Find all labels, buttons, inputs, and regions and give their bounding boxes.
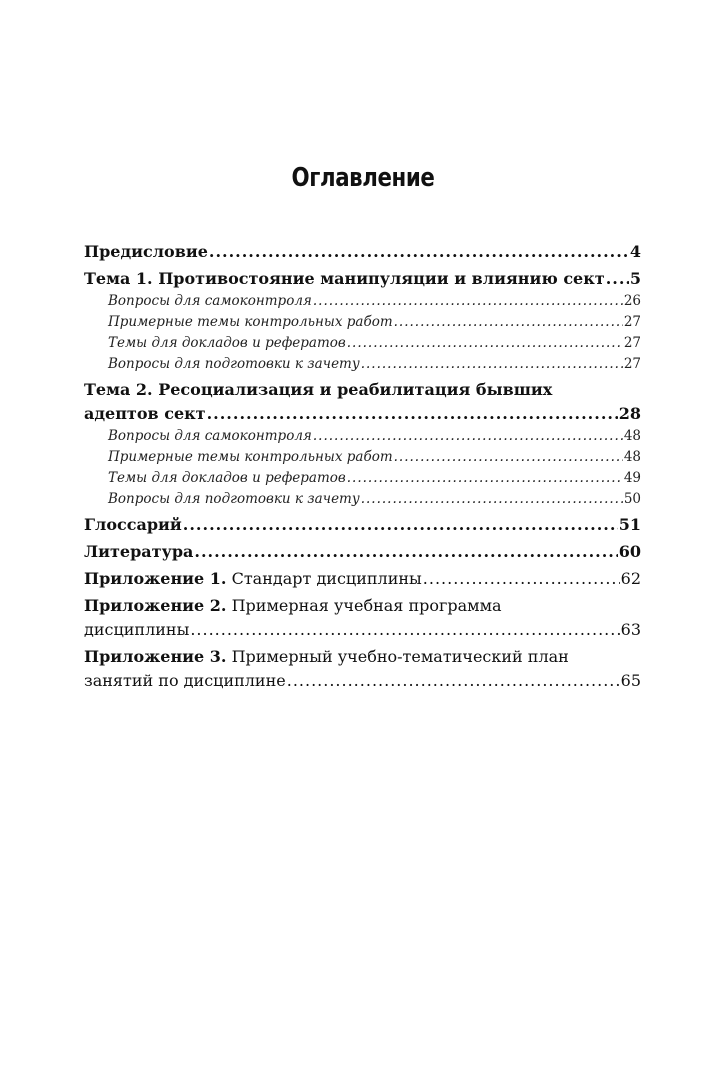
toc-entry-page: 63 xyxy=(620,620,641,639)
toc-subentry-page: 27 xyxy=(623,314,641,330)
toc-entry-appendix2[interactable] xyxy=(84,594,641,642)
toc-subentry[interactable] xyxy=(84,447,641,468)
page-title: Оглавление xyxy=(291,163,435,193)
toc-subentry-page: 48 xyxy=(623,428,641,444)
dot-leader xyxy=(361,489,623,510)
toc-entry-label-line1 xyxy=(84,645,641,669)
toc-subentry[interactable] xyxy=(84,354,641,375)
appendix-label: Примерный учебно-тематический план xyxy=(231,647,569,666)
toc-subentry-page: 26 xyxy=(623,293,641,309)
toc-entry-page: 60 xyxy=(618,542,641,561)
toc-entry-label: Глоссарий xyxy=(84,515,182,534)
toc-subentry[interactable] xyxy=(84,468,641,489)
toc-subentry-label: Вопросы для подготовки к зачету xyxy=(108,491,360,507)
dot-leader xyxy=(394,447,623,468)
toc-entry-page: 65 xyxy=(620,671,641,690)
dot-leader xyxy=(194,540,617,564)
toc-subentry-page: 49 xyxy=(623,470,641,486)
dot-leader xyxy=(361,354,623,375)
dot-leader xyxy=(190,618,619,642)
toc-entry-page: 4 xyxy=(629,242,641,261)
dot-leader xyxy=(347,468,623,489)
dot-leader xyxy=(606,267,629,291)
toc-entry-page: 51 xyxy=(618,515,641,534)
toc-subentry-label: Вопросы для подготовки к зачету xyxy=(108,356,360,372)
dot-leader xyxy=(183,513,618,537)
toc-entry-preface[interactable] xyxy=(84,240,641,264)
toc-entry-label-line1 xyxy=(84,594,641,618)
toc-entry-page: 5 xyxy=(629,269,641,288)
toc-entry-label-wrap xyxy=(84,567,422,591)
toc-subentry-label: Вопросы для самоконтроля xyxy=(108,428,312,444)
dot-leader xyxy=(423,567,620,591)
toc-subentry-page: 27 xyxy=(623,356,641,372)
table-of-contents xyxy=(84,240,641,693)
toc-subentry-page: 27 xyxy=(623,335,641,351)
toc-entry-page: 28 xyxy=(618,404,641,423)
toc-subentry[interactable] xyxy=(84,333,641,354)
toc-entry-label: Тема 1. Противостояние манипуляции и влиянию сект xyxy=(84,269,605,288)
toc-entry-label-line2: адептов сект xyxy=(84,404,206,423)
toc-entry-topic2[interactable] xyxy=(84,378,641,426)
toc-entry-topic1[interactable] xyxy=(84,267,641,291)
toc-subentry-page: 50 xyxy=(623,491,641,507)
toc-entry-glossary[interactable] xyxy=(84,513,641,537)
toc-subentry-page: 48 xyxy=(623,449,641,465)
dot-leader xyxy=(313,426,623,447)
dot-leader xyxy=(313,291,623,312)
toc-subentry-label: Примерные темы контрольных работ xyxy=(108,314,393,330)
appendix-prefix: Приложение 1. xyxy=(84,569,227,588)
toc-subentry[interactable] xyxy=(84,426,641,447)
toc-entry-label: Предисловие xyxy=(84,242,208,261)
toc-subentry[interactable] xyxy=(84,489,641,510)
appendix-label: Примерная учебная программа xyxy=(231,596,502,615)
toc-entry-label-line1: Тема 2. Ресоциализация и реабилитация бывших xyxy=(84,380,553,399)
toc-entry-label-line2: занятий по дисциплине xyxy=(84,671,286,690)
toc-subentry[interactable] xyxy=(84,312,641,333)
appendix-label: Стандарт дисциплины xyxy=(231,569,422,588)
toc-subentry-label: Примерные темы контрольных работ xyxy=(108,449,393,465)
dot-leader xyxy=(347,333,623,354)
toc-entry-label-line2: дисциплины xyxy=(84,620,190,639)
toc-entry-appendix1[interactable] xyxy=(84,567,641,591)
toc-entry-page: 62 xyxy=(620,569,641,588)
toc-subentry[interactable] xyxy=(84,291,641,312)
toc-subentry-label: Вопросы для самоконтроля xyxy=(108,293,312,309)
appendix-prefix: Приложение 2. xyxy=(84,596,227,615)
dot-leader xyxy=(209,240,629,264)
dot-leader xyxy=(394,312,623,333)
appendix-prefix: Приложение 3. xyxy=(84,647,227,666)
toc-subentry-label: Темы для докладов и рефератов xyxy=(108,335,346,351)
dot-leader xyxy=(207,402,618,426)
toc-entry-label: Литература xyxy=(84,542,194,561)
dot-leader xyxy=(287,669,620,693)
toc-entry-literature[interactable] xyxy=(84,540,641,564)
toc-subentry-label: Темы для докладов и рефератов xyxy=(108,470,346,486)
toc-entry-appendix3[interactable] xyxy=(84,645,641,693)
